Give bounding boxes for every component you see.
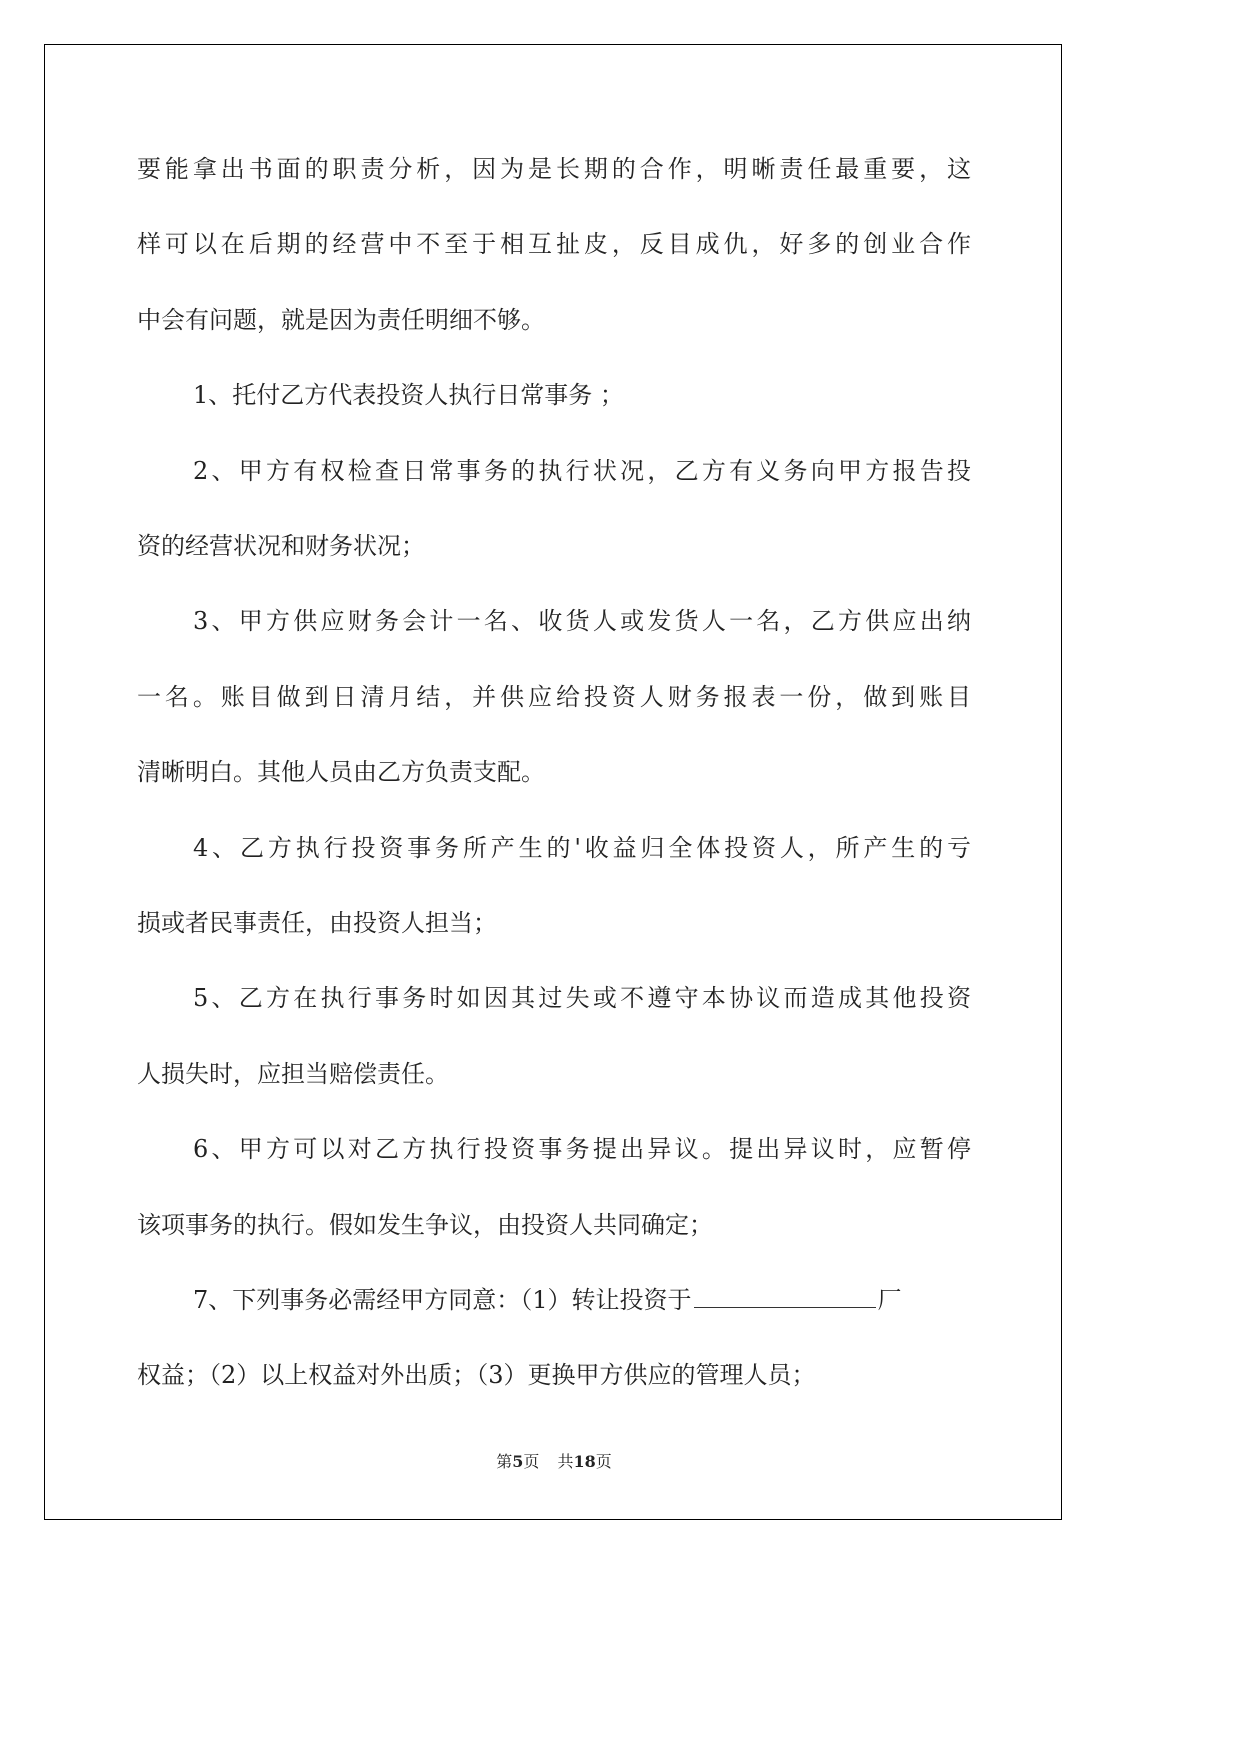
text-line: 中会有问题，就是因为责任明细不够。 [137, 306, 545, 334]
text-line: 要能拿出书面的职责分析，因为是长期的合作，明晰责任最重要，这 [137, 155, 971, 183]
clause-7-suffix: 厂 [877, 1286, 902, 1314]
page-number: 5 [512, 1452, 524, 1471]
page-unit: 页 [523, 1452, 540, 1471]
text-line [193, 1285, 971, 1315]
text-line: 清晰明白。其他人员由乙方负责支配。 [137, 758, 545, 786]
total-pages: 18 [573, 1452, 596, 1471]
total-unit: 页 [595, 1452, 612, 1471]
text-line: 6、甲方可以对乙方执行投资事务提出异议。提出异议时，应暂停 [193, 1135, 971, 1163]
text-line: 5、乙方在执行事务时如因其过失或不遵守本协议而造成其他投资 [193, 984, 971, 1012]
text-line: 1、托付乙方代表投资人执行日常事务 ； [193, 381, 624, 409]
fill-in-blank[interactable] [694, 1287, 876, 1308]
page-prefix: 第 [496, 1452, 513, 1471]
text-line: 4、乙方执行投资事务所产生的'收益归全体投资人，所产生的亏 [193, 834, 971, 862]
text-line: 3、甲方供应财务会计一名、收货人或发货人一名，乙方供应出纳 [193, 607, 971, 635]
text-line: 损或者民事责任，由投资人担当； [137, 909, 497, 937]
text-line: 2、甲方有权检查日常事务的执行状况，乙方有义务向甲方报告投 [193, 457, 971, 485]
page-footer [0, 1449, 1108, 1472]
text-line: 权益；（2）以上权益对外出质；（3）更换甲方供应的管理人员； [137, 1361, 816, 1389]
text-line: 一名。账目做到日清月结，并供应给投资人财务报表一份，做到账目 [137, 683, 971, 711]
text-line: 人损失时，应担当赔偿责任。 [137, 1060, 449, 1088]
clause-7-text: 7、下列事务必需经甲方同意：（1）转让投资于 [193, 1286, 692, 1314]
text-line: 该项事务的执行。假如发生争议，由投资人共同确定； [137, 1211, 713, 1239]
text-line: 样可以在后期的经营中不至于相互扯皮，反目成仇，好多的创业合作 [137, 230, 971, 258]
total-prefix: 共 [557, 1452, 574, 1471]
text-line: 资的经营状况和财务状况； [137, 532, 425, 560]
